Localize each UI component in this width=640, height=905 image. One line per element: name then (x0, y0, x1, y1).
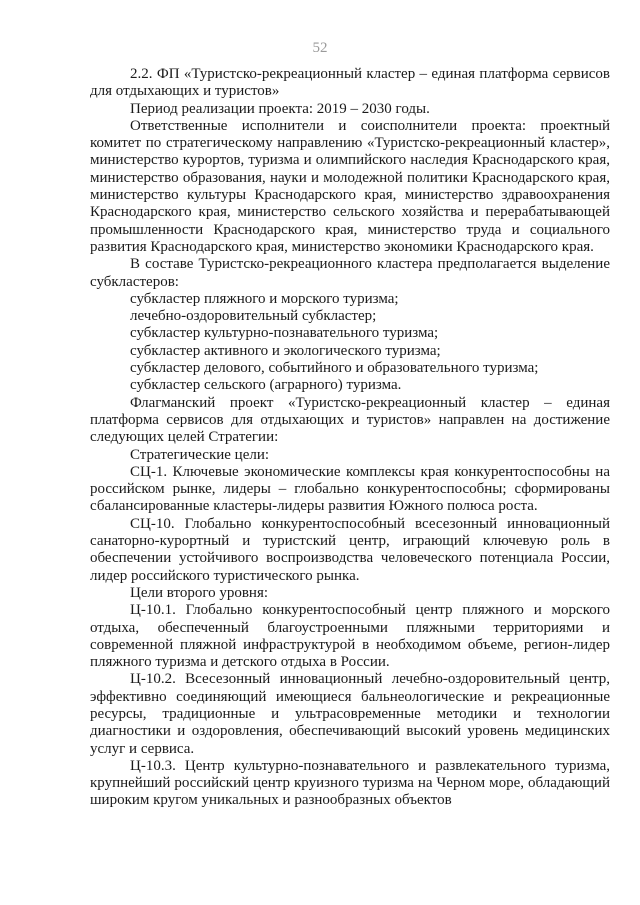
list-item: субкластер делового, событийного и образовательного туризма; (130, 360, 539, 377)
list-item: субкластер пляжного и морского туризма; (130, 290, 399, 307)
list-item: субкластер сельского (аграрного) туризма. (130, 377, 402, 394)
document-body (90, 66, 610, 810)
paragraph: СЦ-10. Глобально конкурентоспособный всесезонный инновационный санаторно-курортный и туристский центр, играющий ключевую роль в обеспечении устойчивого воспроизводства человеческого потенциала России, лидер российского туристического рынка. (90, 515, 610, 584)
list-item: лечебно-оздоровительный субкластер; (130, 308, 377, 325)
paragraph: Стратегические цели: (130, 446, 270, 463)
paragraph: Флагманский проект «Туристско-рекреационный кластер – единая платформа сервисов для отдыхающих и туристов» направлен на достижение следующих целей Стратегии: (90, 394, 610, 446)
paragraph: Ответственные исполнители и соисполнители проекта: проектный комитет по стратегическому направлению «Туристско-рекреационный кластер», министерство курортов, туризма и олимпийского наследия Краснодарского края, министерство образования, науки и молодежной политики Краснодарского края, министерство культуры Краснодарского края, министерство здравоохранения Краснодарского края, министерство сельского хозяйства и перерабатывающей промышленности Краснодарского края, министерство труда и социального развития Краснодарского края, министерство экономики Краснодарского края. (90, 117, 610, 255)
paragraph: Ц-10.2. Всесезонный инновационный лечебно-оздоровительный центр, эффективно соединяющий имеющиеся бальнеологические и рекреационные ресурсы, традиционные и ультрасовременные методики и технологии диагностики и оздоровления, обеспечивающий высокий уровень медицинских услуг и сервиса. (90, 671, 610, 757)
paragraph: В составе Туристско-рекреационного кластера предполагается выделение субкластеров: (90, 256, 610, 290)
list-item: субкластер активного и экологического туризма; (130, 342, 441, 359)
paragraph: СЦ-1. Ключевые экономические комплексы края конкурентоспособны на российском рынке, лидеры – глобально конкурентоспособны; сформированы сбалансированные кластеры-лидеры развития Южного полюса роста. (90, 463, 610, 515)
paragraph: Период реализации проекта: 2019 – 2030 годы. (130, 100, 430, 117)
paragraph: Ц-10.3. Центр культурно-познавательного и развлекательного туризма, крупнейший российский центр круизного туризма на Черном море, обладающий широким кругом уникальных и разнообразных объектов (90, 757, 610, 809)
list-item: субкластер культурно-познавательного туризма; (130, 325, 439, 342)
page-number: 52 (312, 40, 328, 56)
paragraph: Ц-10.1. Глобально конкурентоспособный центр пляжного и морского отдыха, обеспеченный благоустроенными пляжными территориями и современной пляжной инфраструктурой в необходимом объеме, регион-лидер пляжного туризма и детского отдыха в России. (90, 602, 610, 671)
section-heading: 2.2. ФП «Туристско-рекреационный кластер – единая платформа сервисов для отдыхающих и туристов» (90, 66, 610, 100)
paragraph: Цели второго уровня: (130, 584, 269, 601)
